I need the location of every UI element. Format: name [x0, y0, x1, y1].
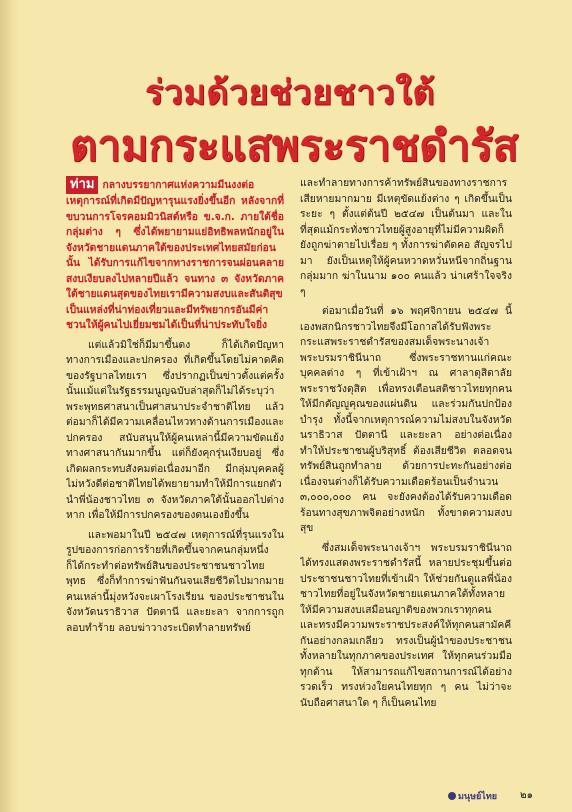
- magazine-logo: [448, 789, 497, 803]
- body-paragraph: และทำลายทางการค้าทรัพย์สินของทางราชการเสียหายมากมาย มีเหตุขัดแย้งต่าง ๆ เกิดขึ้นเป็นระยะ ๆ ตั้งแต่ต้นปี ๒๕๔๗ เป็นต้นมา และในที่สุดแม้กระทั่งชาวไทยผู้สูงอายุที่ไม่มีความผิดก็ยังถูกฆ่าตายไปเรื่อย ๆ ทั้งการฆ่าตัดคอ สัญจรไปมา ยังเป็นเหตุให้ผู้คนหวาดหวั่นหนีจากถิ่นฐานกลุ่มมาก ฆ่าในนาม ๑๐๐ คนแล้ว น่าเศร้าใจจริง ๆ: [300, 177, 512, 298]
- page-number: ๒๑: [520, 790, 533, 801]
- body-paragraph: ต่อมาเมื่อวันที่ ๑๖ พฤศจิกายน ๒๕๔๗ นี้เองพสกนิกรชาวไทยจึงมีโอกาสได้รับฟังพระกระแสพระราชดำรัสของสมเด็จพระนางเจ้า พระบรมราชินีนาถ ซึ่งพระราชทานแก่คณะบุคคลต่าง ๆ ที่เข้าเฝ้าฯ ณ ศาลาดุสิดาลัย พระราชวังดุสิต เพื่อทรงเตือนสติชาวไทยทุกคน ให้มีกตัญญูคุณของแผ่นดิน และร่วมกันปกป้องบำรุง ทั้งนี้จากเหตุการณ์ความไม่สงบในจังหวัดนราธิวาส ปัตตานี และยะลา อย่างต่อเนื่อง ทำให้ประชาชนผู้บริสุทธิ์ ต้องเสียชีวิต ตลอดจนทรัพย์สินถูกทำลาย ด้วยการปะทะกันอย่างต่อเนื่องจนต่างก็ได้รับความเดือดร้อนเป็นจำนวน ๓,๐๐๐,๐๐๐ คน จะยังคงต้องได้รับความเดือดร้อนทางสุขภาพจิตอย่างหนัก ทั้งขาดความสงบสุข: [300, 305, 512, 534]
- magazine-name: มนุษย์ไทย: [458, 792, 498, 802]
- right-column: [300, 176, 512, 756]
- article-title-line1: ร่วมด้วยช่วยชาวใต้: [145, 73, 435, 113]
- body-paragraph: แต่แล้วมิใช่ก็มีมาขึ้นดง ก็ได้เกิดปัญหาทางการเมืองและปกครอง ที่เกิดขึ้นโดยไม่คาดคิดของรัฐบาลไทยเรา ซึ่งปรากฏเป็นข่าวตั้งแต่ครั้งนั้นแม้แต่ในรัฐธรรมนูญฉบับล่าสุดก็ไม่ได้ระบุว่า พระพุทธศาสนาเป็นศาสนาประจำชาติไทย แล้วต่อมาก็ได้มีความเคลื่อนไหวทางด้านการเมืองและปกครอง สนับสนุนให้ผู้คนเหล่านี้มีความขัดแย้งทางศาสนากันมากขึ้น แต่ก็ยังคุกรุ่นเงียบอยู่ ซึ่งเกิดผลกระทบสังคมต่อเนื่องมาอีก มีกลุ่มบุคคลผู้ไม่หวังดีต่อชาติไทยได้พยายามทำให้มีการแยกตัว นำพี่น้องชาวไทย ๓ จังหวัดภาคใต้นั้นออกไปต่างหาก เพื่อให้มีการปกครองของตนเองยิ่งขึ้น: [66, 338, 284, 521]
- lead-text: กลางบรรยากาศแห่งความมีนงงต่อเหตุการณ์ที่เกิดมีปัญหารุนแรงยิ่งขึ้นอีก หลังจากที่ขบวนการโจรคอมมิวนิสต์หรือ ข.จ.ก. ภายใต้ชื่อกลุ่มต่าง ๆ ซึ่งได้พยายามแย่อิทธิพลหนักอยู่ในจังหวัดชายแดนภาคใต้ของประเทศไทยสมัยก่อนนั้น ได้รับการแก้ไขจากทางราชการจนผ่อนคลายสงบเงียบลงไปหลายปีแล้ว จนทาง ๓ จังหวัดภาคใต้ชายแดนสุดของไทยเรามีความสงบและสันติสุข เป็นแหล่งที่น่าท่องเที่ยวและมีทรัพยากรอันมีค่า ชวนให้ผู้คนไปเยี่ยมชมได้เป็นที่น่าประทับใจยิ่ง: [66, 179, 284, 331]
- body-paragraph: ซึ่งสมเด็จพระนางเจ้าฯ พระบรมราชินีนาถ ได้ทรงแสดงพระราชดำรัสนี้ หลายประชุมขึ้นต่อประชาชนชาวไทยที่เข้าเฝ้า ให้ช่วยกันดูแลพี่น้องชาวไทยที่อยู่ในจังหวัดชายแดนภาคใต้ทั้งหลายให้มีความสงบเสมือนญาติของพวกเราทุกคน และทรงมีความพระราชประสงค์ให้ทุกคนสามัคคีกันอย่างกลมเกลียว ทรงเป็นผู้นำของประชาชนทั้งหลายในทุกภาคของประเทศ ให้ทุกคนร่วมมือทุกด้าน ให้สามารถแก้ไขสถานการณ์ได้อย่างรวดเร็ว ทรงห่วงใยคนไทยทุก ๆ คน ไม่ว่าจะนับถือศาสนาใด ๆ ก็เป็นคนไทย: [300, 541, 512, 709]
- drop-cap-word: ท่าม: [66, 176, 98, 194]
- body-paragraph: และพอมาในปี ๒๕๔๗ เหตุการณ์ที่รุนแรงในรูปของการก่อการร้ายที่เกิดขึ้นจากคนกลุ่มหนึ่ง ก็ได้กระทำต่อทรัพย์สินของประชาชนชาวไทยพุทธ ซึ่งก็ทำการฆ่าฟันกันจนเสียชีวิตไปมากมาย คนเหล่านี้มุ่งหวังจะเผาโรงเรียน ของประชาชนในจังหวัดนราธิวาส ปัตตานี และยะลา จากการถูกลอบทำร้าย ลอบฆ่าวางระเบิดทำลายทรัพย์: [66, 528, 284, 634]
- article-header: [70, 70, 519, 174]
- article-title-line2: ตามกระแสพระราชดำรัส: [70, 121, 519, 170]
- left-column: [66, 176, 284, 774]
- lead-paragraph: [66, 176, 284, 334]
- logo-icon: [448, 792, 456, 800]
